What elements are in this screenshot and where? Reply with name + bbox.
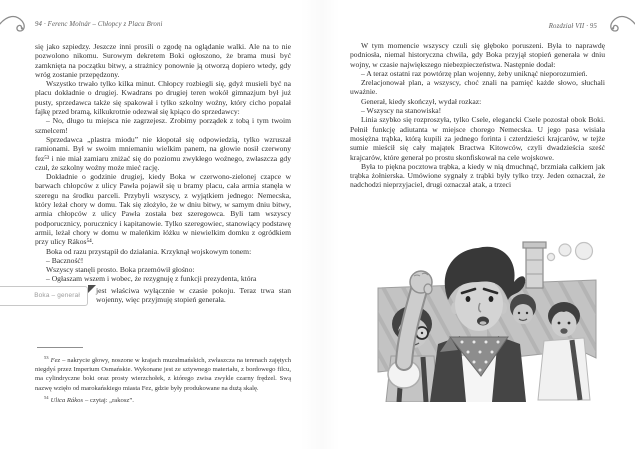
- paragraph: – Wszyscy na stanowiska!: [361, 106, 442, 116]
- paragraph: – Baczność!: [46, 255, 84, 265]
- paragraph: – A teraz ostatni raz powtórzę plan wojenny, żeby uniknąć nieporozumień.: [361, 68, 588, 78]
- chapter-illustration: [374, 238, 600, 402]
- paragraph: Wszyscy stanęli prosto. Boka przemówił głośno:: [46, 265, 195, 275]
- paragraph-continuation: jest właściwa wyłącznie w czasie pokoju. Teraz trwa stan wojenny, więc przyjmuję stopień generała.: [96, 285, 291, 305]
- footnotes: [35, 353, 291, 405]
- footnote: [35, 353, 291, 393]
- margin-note: [0, 286, 88, 306]
- paragraph: się jako szpiedzy. Jeszcze inni prosili o zgodę na oglądanie walki. Ale na to nie pozwolono nikomu. Surowym dekretem Boki ogłoszono, że brama musi być zamknięta na początku bitwy, a strażnicy ponownie ją otworzą dopiero wtedy, gdy wróg zostanie przepędzony.: [35, 42, 291, 79]
- running-head-right: Rozdział VII · 95: [548, 23, 597, 30]
- footnote-marker: 54: [44, 394, 49, 400]
- paragraph: Sprzedawca „plastra miodu” nie kłopotał się odpowiedzią, tylko wzruszał ramionami. Był w swoim mniemaniu wielkim panem, na głowie nosił czerwony fez⁵³ i nie miał zamiaru zniżać się do poziomu zwykłego woźnego, zwłaszcza gdy czuł, że szkolny woźny może mieć rację.: [35, 134, 291, 172]
- footnote-separator: [37, 347, 83, 348]
- corner-flourish-icon: [0, 12, 29, 34]
- paragraph: – Ogłaszam wszem i wobec, że rezygnuję z funkcji prezydenta, która: [46, 274, 257, 284]
- paragraph: Wszystko trwało tylko kilka minut. Chłopcy rozbiegli się, gdyż musieli być na placu dokładnie o drugiej. Kwadrans po drugiej teren wokół gimnazjum był już pusty, sprzedawca także się spakował i tylko szkolny woźny, który cicho popalał fajkę przed bramą, kilkukrotnie odezwał się kpiąco do sprzedawcy:: [35, 79, 291, 117]
- paragraph: Była to piękna pocztowa trąbka, a kiedy w nią dmuchnąć, brzmiała całkiem jak trąbka żołnierska. Umówione sygnały z trąbki były tylko trzy. Jeden oznaczał, że nadchodzi nieprzyjaciel, drugi oznaczał atak, a trzeci: [350, 161, 605, 190]
- paragraph: Zrelacjonował plan, a wszyscy, choć znali na pamięć każde słowo, słuchali uważnie.: [350, 78, 605, 97]
- left-page: [0, 0, 317, 449]
- margin-note-label: Boka – generał: [34, 292, 80, 300]
- paragraph: Dokładnie o godzinie drugiej, kiedy Boka w czerwono-zielonej czapce w barwach chłopców z ulicy Pawła pojawił się u bramy placu, cała armia stanęła w szeregu na środku parceli. Przybyli wszyscy, z wyjątkiem jednego: Nemecska, który leżał chory w domu. Tak się złożyło, że w dniu bitwy, w samym dniu bitwy, armia chłopców z ulicy Pawła została bez szeregowca. Byli tam wszyscy podporucznicy, porucznicy i kapitanowie. Tylko szeregowiec, stanowiący podstawę armii, leżał chory w domu w maleńkim łóżku w niewielkim domku z ogródkiem przy ulicy Rákos⁵⁴.: [35, 172, 291, 247]
- paragraph: Boka od razu przystąpił do działania. Krzyknął wojskowym tonem:: [46, 246, 252, 256]
- footnote-term: Ulica Rákos: [50, 396, 84, 404]
- note-flag-icon: [88, 285, 96, 293]
- margin-note-row: [0, 286, 291, 308]
- paragraph: – No, długo tu miejsca nie zagrzejesz. Zrobimy porządek z tobą i tym twoim szmelcem!: [35, 116, 291, 135]
- footnote-marker: 53: [44, 355, 49, 360]
- footnote: [35, 393, 291, 405]
- footnote-text: – czytaj: „rakosz”.: [85, 396, 134, 404]
- corner-flourish-icon: [606, 12, 635, 34]
- paragraph: W tym momencie wszyscy czuli się głęboko poruszeni. Była to naprawdę podniosła, niemal historyczna chwila, gdy Boka przyjął stopień generała w dniu wojny, w czasie największego niebezpieczeństwa. Następnie dodał:: [350, 41, 605, 69]
- running-head-left: 94 · Ferenc Molnár – Chłopcy z Placu Broni: [35, 21, 163, 28]
- paragraph: Generał, kiedy skończył, wydał rozkaz:: [361, 96, 482, 106]
- footnote-term: Fez: [50, 357, 61, 364]
- paragraph: Linia szybko się rozproszyła, tylko Csele, elegancki Csele pozostał obok Boki. Pełnił funkcję adiutanta w miejsce chorego Nemecska. U jego pasa wisiała mosiężna trąbka, którą kupili za jednego forinta i czterdzieści krajcarów, w tejże sumie mieścił się cały majątek Bractwa Kitowców, czyli dwadzieścia sześć krajcarów, które generał po prostu skonfiskował na cele wojskowe.: [350, 115, 605, 162]
- left-page-text: [35, 42, 291, 308]
- right-page-text: [350, 41, 605, 190]
- right-page: [318, 0, 635, 449]
- footnote-text: – nakrycie głowy, noszone w krajach muzułmańskich, zwłaszcza na terenach zajętych niegdyś przez Imperium Osmańskie. Wykonane jest ze sztywnego materiału, z bordowego filcu, ma cylindryczne boki oraz prosty wierzchołek, z którego zwisa zwykle czarny frędzel. Swą nazwę wzięło od marokańskiego miasta Fez, gdzie były produkowane na dużą skalę.: [35, 357, 291, 392]
